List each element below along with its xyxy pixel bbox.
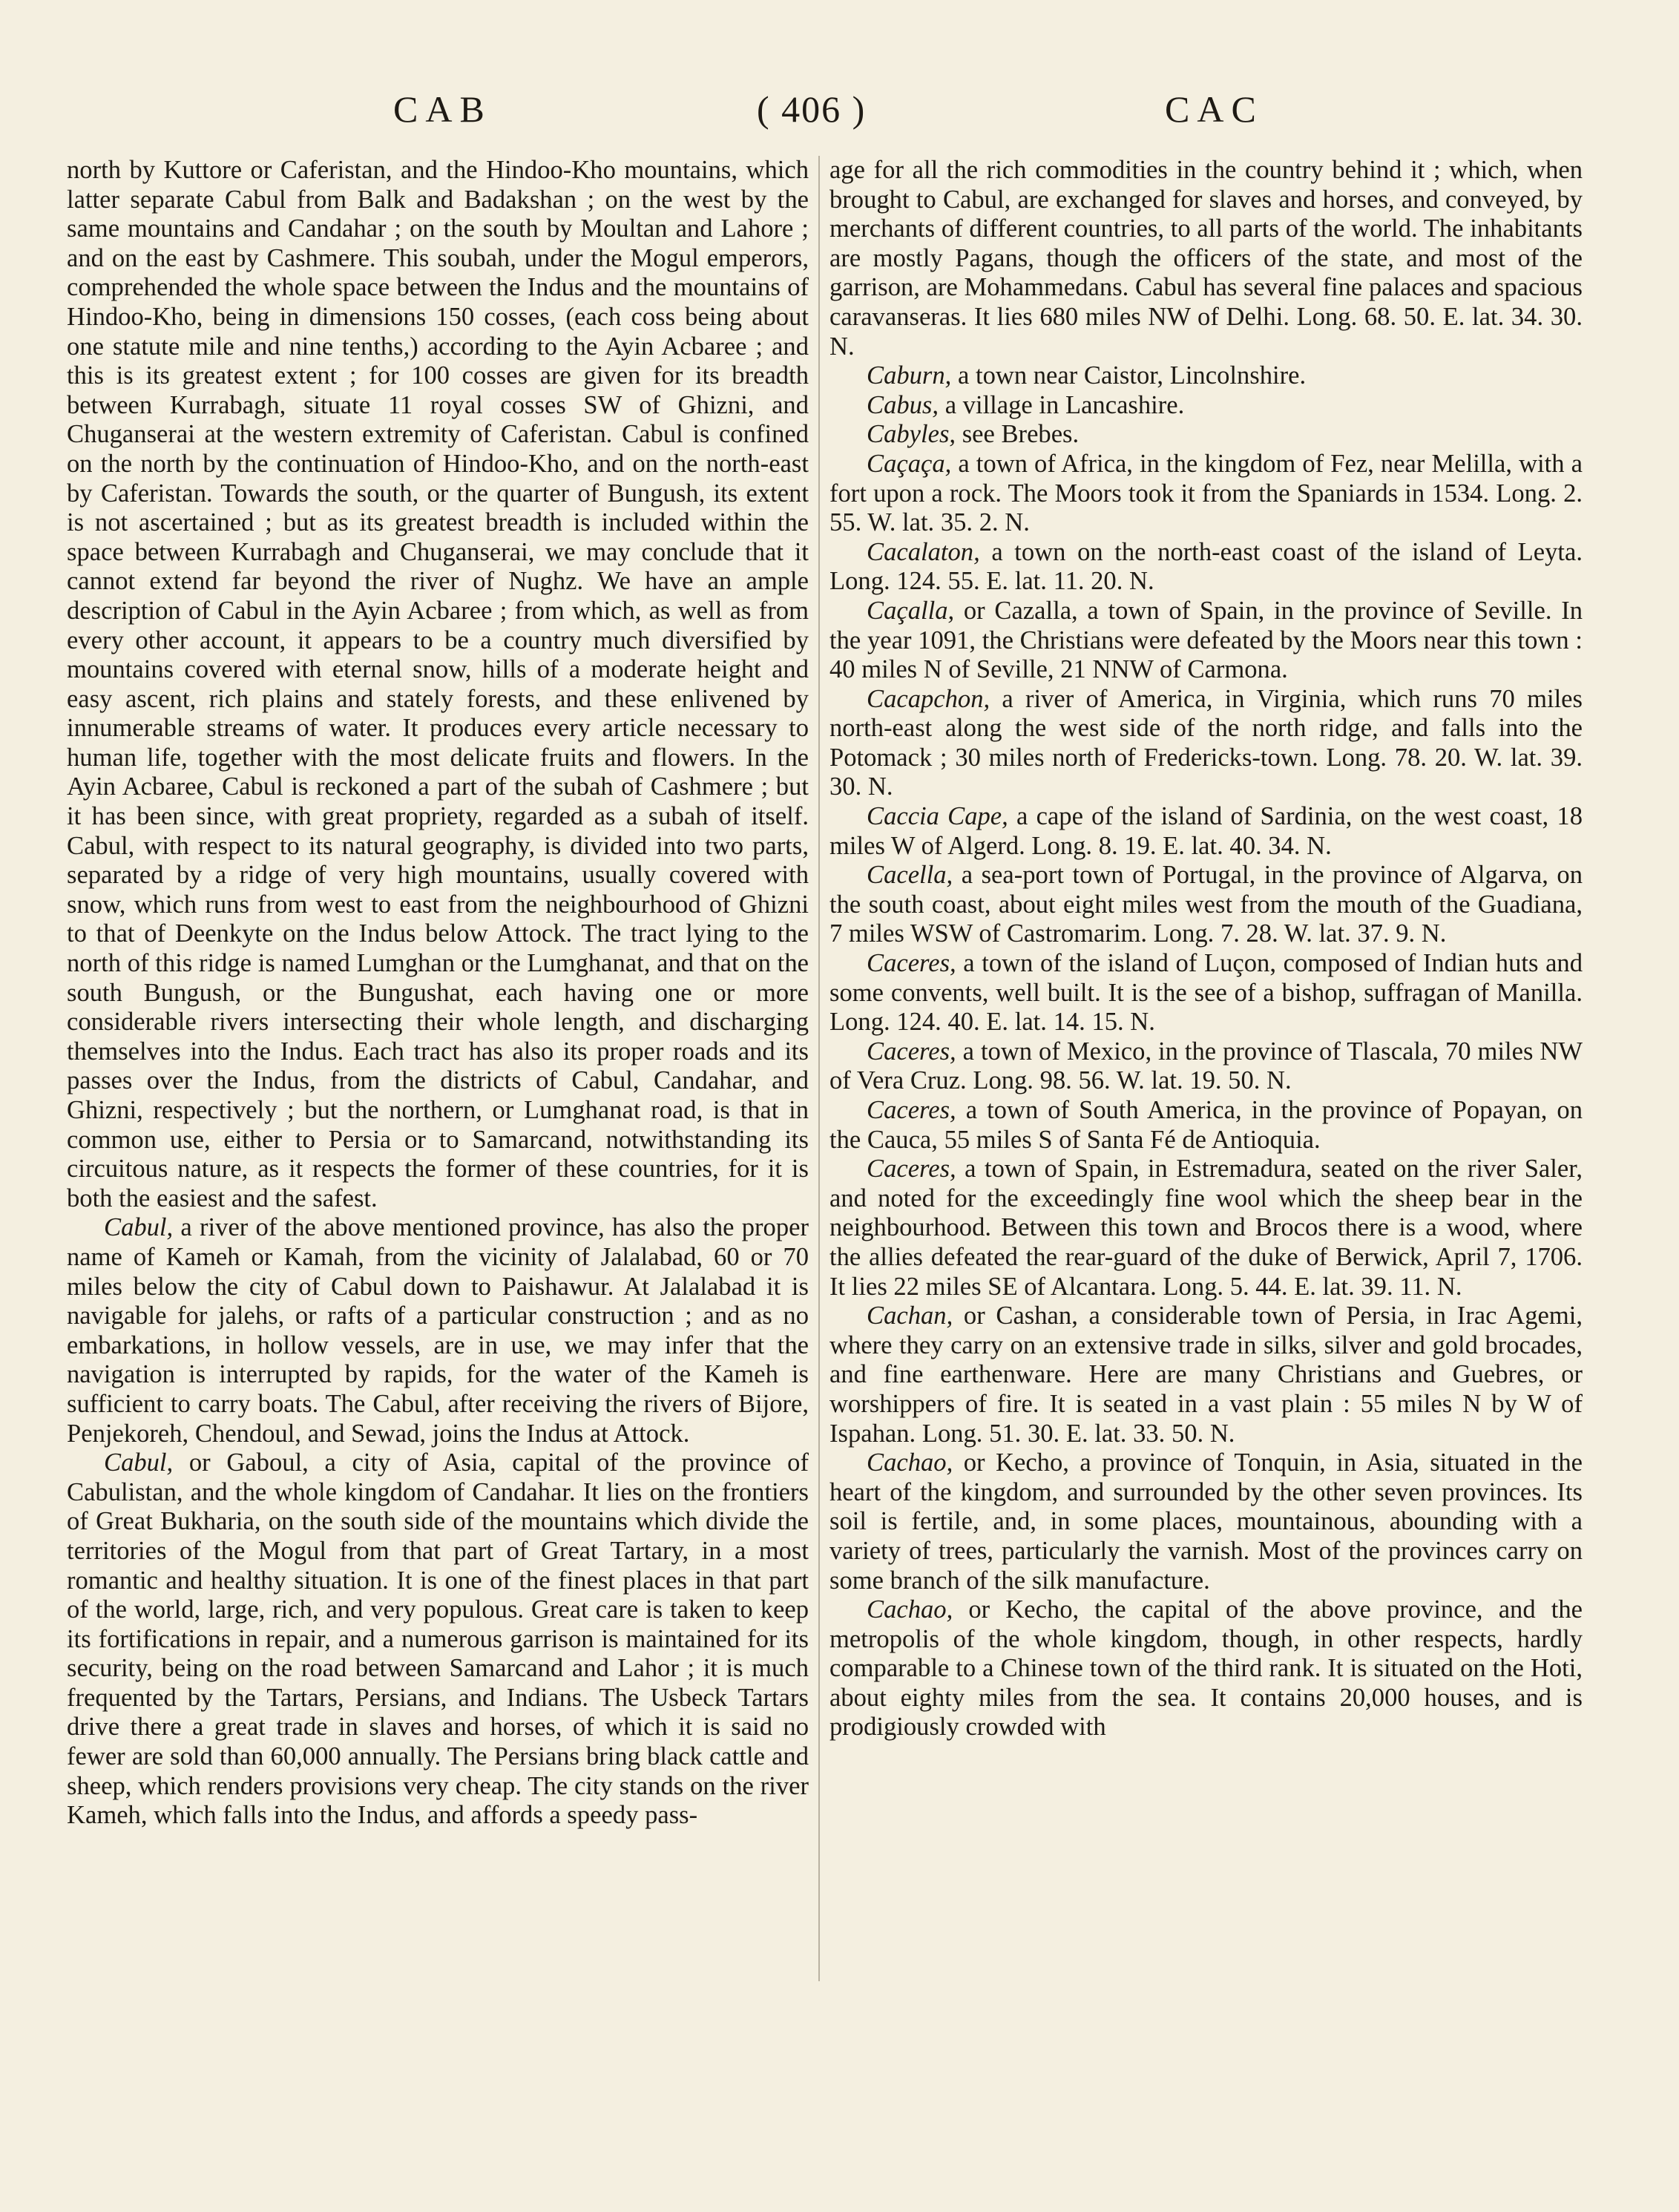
gazetteer-entry [829, 597, 1583, 685]
gazetteer-entry [829, 1155, 1583, 1302]
entry-text: a town near Caistor, Lincolnshire. [951, 361, 1307, 390]
entry-headword: Cachao, [867, 1595, 953, 1624]
entry-headword: Caceres, [867, 1096, 956, 1124]
entry-text: a village in Lancashire. [939, 390, 1185, 419]
entry-headword: Caceres, [867, 1155, 956, 1184]
gazetteer-entry [829, 450, 1583, 538]
gazetteer-entry [829, 391, 1583, 421]
entry-text: a town of South America, in the province of Popayan, on the Cauca, 55 miles S of Santa Fé de Antioquia. [829, 1096, 1583, 1154]
entry-headword: Cachan, [867, 1302, 953, 1330]
right-column [829, 156, 1583, 1742]
gazetteer-entry [829, 1096, 1583, 1155]
gazetteer-entry [829, 949, 1583, 1037]
gazetteer-entry [67, 1213, 809, 1448]
entry-text: a river of America, in Virginia, which runs 70 miles north-east along the west side of the north ridge, and falls into the Potomack ; 30 miles north of Fredericks-town. Long. 78. 20. W. lat. 39. 30. N. [829, 684, 1583, 801]
entry-text: a cape of the island of Sardinia, on the west coast, 18 miles W of Algerd. Long. 8. 19. E. lat. 40. 34. N. [829, 802, 1583, 860]
gazetteer-entry [829, 802, 1583, 861]
header-left-catchword: CAB [393, 88, 492, 130]
paragraph-continuation [67, 156, 809, 1213]
running-header [0, 88, 1679, 132]
entry-text: a town of Spain, in Estremadura, seated on the river Saler, and noted for the exceedingly fine wool which the sheep bear in the neighbourhood. Between this town and Brocos there is a wood, where the allies defeated the rear-guard of the duke of Berwick, April 7, 1706. It lies 22 miles SE of Alcantara. Long. 5. 44. E. lat. 39. 11. N. [829, 1155, 1583, 1301]
left-column [67, 156, 809, 1831]
entry-headword: Caçaça, [867, 449, 952, 478]
entry-headword: Caçalla, [867, 596, 955, 625]
entry-headword: Caceres, [867, 1037, 956, 1066]
gazetteer-entry [829, 1037, 1583, 1096]
gazetteer-entry [829, 538, 1583, 597]
gazetteer-entry [829, 1595, 1583, 1742]
entry-headword: Cabyles, [867, 420, 956, 449]
entry-headword: Caburn, [867, 361, 952, 390]
entry-headword: Cabus, [867, 390, 939, 419]
entry-text: or Kecho, a province of Tonquin, in Asia, situated in the heart of the kingdom, and surrounded by the other seven provinces. Its soil is fertile, and, in some places, mountainous, abounding with a variety of trees, particularly the varnish. Most of the provinces carry on some branch of the silk manufacture. [829, 1448, 1583, 1595]
entry-text: or Gaboul, a city of Asia, capital of the province of Cabulistan, and the whole kingdom of Candahar. It lies on the frontiers of Great Bukharia, on the south side of the mountains which divide the territories of the Mogul from that part of Great Tartary, in a most romantic and healthy situation. It is one of the finest places in that part of the world, large, rich, and very populous. Great care is taken to keep its fortifications in repair, and a numerous garrison is maintained for its security, being on the road between Samarcand and Lahor ; it is much frequented by the Tartars, Persians, and Indians. The Usbeck Tartars drive there a great trade in slaves and horses, of which it is said no fewer are sold than 60,000 annually. The Persians bring black cattle and sheep, which renders provisions very cheap. The city stands on the river Kameh, which falls into the Indus, and affords a speedy pass- [67, 1448, 809, 1830]
page-number: ( 406 ) [757, 88, 867, 130]
entry-headword: Cabul, [104, 1448, 174, 1477]
gazetteer-entry [829, 420, 1583, 450]
gazetteer-entry [829, 861, 1583, 949]
entry-text: north by Kuttore or Caferistan, and the Hindoo-Kho mountains, which latter separate Cabul from Balk and Badakshan ; on the west by the same mountains and Candahar ; on the south by Moultan and Lahore ; and on the east by Cashmere. This soubah, under the Mogul emperors, comprehended the whole space between the Indus and the mountains of Hindoo-Kho, being in dimensions 150 cosses, (each coss being about one statute mile and nine tenths,) according to the Ayin Acbaree ; and this is its greatest extent ; for 100 cosses are given for its breadth between Kurrabagh, situate 11 royal cosses SW of Ghizni, and Chuganserai at the western extremity of Caferistan. Cabul is confined on the north by the continuation of Hindoo-Kho, and on the north-east by Caferistan. Towards the south, or the quarter of Bungush, its extent is not ascertained ; but as its greatest breadth is included within the space between Kurrabagh and Chuganserai, we may conclude that it cannot extend far beyond the river of Nughz. We have an ample description of Cabul in the Ayin Acbaree ; from which, as well as from every other account, it appears to be a country much diversified by mountains covered with eternal snow, hills of a moderate height and easy ascent, rich plains and stately forests, and these enlivened by innumerable streams of water. It produces every article necessary to human life, together with the most delicate fruits and flowers. In the Ayin Acbaree, Cabul is reckoned a part of the subah of Cashmere ; but it has been since, with great propriety, regarded as a subah of itself. Cabul, with respect to its natural geography, is divided into two parts, separated by a ridge of very high mountains, usually covered with snow, which runs from west to east from the neighbourhood of Ghizni to that of Deenkyte on the Indus below Attock. The tract lying to the north of this ridge is named Lumghan or the Lumghanat, and that on the south Bungush, or the Bungushat, each having one or more considerable rivers intersecting their whole length, and discharging themselves into the Indus. Each tract has also its proper roads and its passes over the Indus, from the districts of Cabul, Candahar, and Ghizni, respectively ; but the northern, or Lumghanat road, is that in common use, either to Persia or to Samarcand, notwithstanding its circuitous nature, as it respects the former of these countries, for it is both the easiest and the safest. [67, 156, 809, 1212]
entry-text: a town on the north-east coast of the island of Leyta. Long. 124. 55. E. lat. 11. 20. N. [829, 537, 1583, 596]
entry-headword: Caccia Cape, [867, 802, 1008, 831]
column-divider [818, 156, 820, 1981]
entry-text: a town of Africa, in the kingdom of Fez, near Melilla, with a fort upon a rock. The Moors took it from the Spaniards in 1534. Long. 2. 55. W. lat. 35. 2. N. [829, 449, 1583, 537]
entry-text: or Kecho, the capital of the above province, and the metropolis of the whole kingdom, though, in other respects, hardly comparable to a Chinese town of the third rank. It is situated on the Hoti, about eighty miles from the sea. It contains 20,000 houses, and is prodigiously crowded with [829, 1595, 1583, 1742]
gazetteer-entry [829, 1448, 1583, 1595]
header-right-catchword: CAC [1165, 88, 1264, 130]
entry-text: a town of the island of Luçon, composed of Indian huts and some convents, well built. It is the see of a bishop, suffragan of Manilla. Long. 124. 40. E. lat. 14. 15. N. [829, 949, 1583, 1037]
entry-text: a sea-port town of Portugal, in the province of Algarva, on the south coast, about eight miles west from the mouth of the Guadiana, 7 miles WSW of Castromarim. Long. 7. 28. W. lat. 37. 9. N. [829, 861, 1583, 948]
entry-text: age for all the rich commodities in the country behind it ; which, when brought to Cabul, are exchanged for slaves and horses, and conveyed, by merchants of different countries, to all parts of the world. The inhabitants are mostly Pagans, though the officers of the state, and most of the garrison, are Mohammedans. Cabul has several fine palaces and spacious caravanseras. It lies 680 miles NW of Delhi. Long. 68. 50. E. lat. 34. 30. N. [829, 156, 1583, 361]
entry-text: or Cazalla, a town of Spain, in the province of Seville. In the year 1091, the Christians were defeated by the Moors near this town : 40 miles N of Seville, 21 NNW of Carmona. [829, 596, 1583, 684]
entry-text: a river of the above mentioned province, has also the proper name of Kameh or Kamah, from the vicinity of Jalalabad, 60 or 70 miles below the city of Cabul down to Paishawur. At Jalalabad it is navigable for jalehs, or rafts of a particular construction ; and as no embarkations, in hollow vessels, are in use, we may infer that the navigation is interrupted by rapids, for the water of the Kameh is sufficient to carry boats. The Cabul, after receiving the rivers of Bijore, Penjekoreh, Chendoul, and Sewad, joins the Indus at Attock. [67, 1213, 809, 1448]
gazetteer-entry [829, 1302, 1583, 1448]
gazetteer-entry [829, 361, 1583, 391]
entry-headword: Cabul, [104, 1213, 174, 1242]
entry-headword: Caceres, [867, 949, 956, 978]
gazetteer-entry [67, 1448, 809, 1831]
entry-headword: Cacella, [867, 861, 953, 890]
entry-text: or Cashan, a considerable town of Persia, in Irac Agemi, where they carry on an extensive trade in silks, silver and gold brocades, and fine earthenware. Here are many Christians and Guebres, or worshippers of fire. It is seated in a vast plain : 55 miles N by W of Ispahan. Long. 51. 30. E. lat. 33. 50. N. [829, 1302, 1583, 1448]
entry-headword: Cacapchon, [867, 684, 990, 713]
gazetteer-entry [829, 685, 1583, 802]
entry-headword: Cacalaton, [867, 537, 980, 566]
paragraph-continuation [829, 156, 1583, 361]
entry-headword: Cachao, [867, 1448, 953, 1477]
entry-text: see Brebes. [956, 420, 1080, 449]
entry-text: a town of Mexico, in the province of Tlascala, 70 miles NW of Vera Cruz. Long. 98. 56. W. lat. 19. 50. N. [829, 1037, 1583, 1095]
